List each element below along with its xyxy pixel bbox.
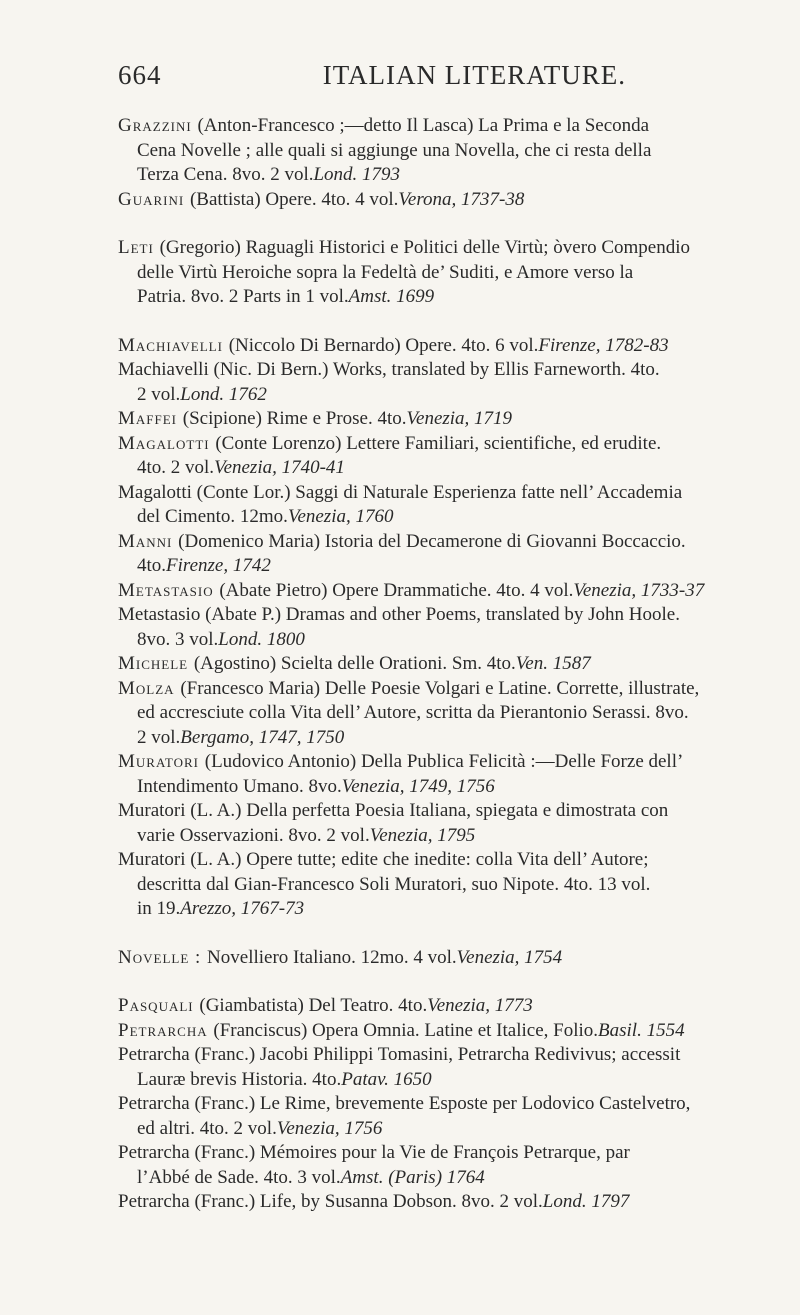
entry-text: Petrarcha (Franc.) Mémoires pour la Vie de François Petrarque, par — [118, 1142, 630, 1163]
entry-line — [118, 481, 686, 506]
imprint: Venezia, 1760 — [287, 506, 394, 527]
entry-text: del Cimento. 12mo. — [137, 506, 288, 527]
entry-line — [118, 1019, 686, 1044]
imprint: Amst. (Paris) 1764 — [340, 1166, 485, 1188]
entry-line — [118, 1117, 686, 1142]
author-name: Guarini — [118, 188, 190, 210]
entry-text: Petrarcha (Franc.) Le Rime, brevemente Esposte per Lodovico Castelvetro, — [118, 1093, 691, 1114]
imprint: Bergamo, 1747, 1750 — [180, 726, 345, 748]
entry-text: Pasquali (Giambatista) Del Teatro. 4to. — [118, 995, 428, 1016]
imprint: Ven. 1587 — [515, 653, 591, 674]
catalogue-entry — [118, 603, 686, 652]
imprint: Verona, 1737-38 — [398, 188, 525, 210]
entry-text: Cena Novelle ; alle quali si aggiunge una Novella, che ci resta della — [137, 139, 652, 161]
catalogue-entry — [118, 799, 686, 848]
entry-text: Petrarcha (Franc.) Life, by Susanna Dobson. 8vo. 2 vol. — [118, 1191, 543, 1212]
entry-text: Muratori (L. A.) Opere tutte; edite che inedite: colla Vita dell’ Autore; — [118, 849, 649, 870]
imprint: Venezia, 1733-37 — [573, 579, 705, 601]
entry-text: Machiavelli (Niccolo Di Bernardo) Opere. 4to. 6 vol. — [118, 334, 539, 356]
imprint: Basil. 1554 — [598, 1019, 685, 1041]
entry-line — [118, 505, 686, 530]
entry-line — [118, 285, 686, 310]
imprint: Venezia, 1773 — [427, 995, 533, 1016]
entry-line — [118, 775, 686, 800]
entry-text: Michele (Agostino) Scielta delle Orationi. Sm. 4to. — [118, 653, 516, 674]
entry-text: Patria. 8vo. 2 Parts in 1 vol. — [137, 286, 349, 307]
entry-text: Terza Cena. 8vo. 2 vol. — [137, 164, 314, 185]
author-name: Magalotti — [118, 432, 216, 454]
catalogue-entry — [118, 114, 686, 188]
section-gap — [118, 970, 686, 994]
entry-line — [118, 677, 700, 702]
entry-line — [118, 358, 686, 383]
entry-text: Molza (Francesco Maria) Delle Poesie Volgari e Latine. Corrette, illustrate, — [118, 677, 700, 699]
entry-text: Metastasio (Abate P.) Dramas and other Poems, translated by John Hoole. — [118, 604, 680, 625]
entry-line — [118, 1166, 686, 1191]
catalogue-entry — [118, 236, 690, 310]
catalogue-entry — [118, 1141, 686, 1190]
entry-text: 4to. — [137, 555, 167, 576]
entry-line — [118, 1068, 686, 1093]
imprint: Lond. 1762 — [180, 383, 267, 405]
section-gap — [118, 212, 686, 236]
entry-line — [118, 139, 686, 164]
entry-line — [118, 432, 686, 457]
entry-line — [118, 873, 686, 898]
catalogue-entry — [118, 530, 686, 579]
entry-text: Novelle : Novelliero Italiano. 12mo. 4 vol. — [118, 946, 457, 968]
entry-line — [118, 163, 686, 188]
entry-text: Grazzini (Anton-Francesco ;—detto Il Lasca) La Prima e la Seconda — [118, 115, 650, 136]
entry-text: descritta dal Gian-Francesco Soli Muratori, suo Nipote. 4to. 13 vol. — [137, 873, 651, 895]
page-header — [118, 60, 678, 91]
entry-text: ed altri. 4to. 2 vol. — [137, 1117, 277, 1139]
entry-text: Intendimento Umano. 8vo. — [137, 775, 342, 797]
catalogue-entry — [118, 1019, 686, 1044]
author-name: Maffei — [118, 408, 183, 429]
page-number: 664 — [118, 60, 162, 90]
catalogue-entry — [118, 1043, 686, 1092]
imprint: Firenze, 1782-83 — [538, 334, 669, 356]
entry-line — [118, 554, 686, 579]
entry-line — [118, 579, 705, 604]
entry-text: delle Virtù Heroiche sopra la Fedeltà de’ Suditi, e Amore verso la — [137, 261, 634, 283]
entry-text: Metastasio (Abate Pietro) Opere Drammatiche. 4to. 4 vol. — [118, 579, 574, 601]
entry-line — [118, 652, 686, 677]
imprint: Patav. 1650 — [341, 1068, 432, 1090]
entry-text: Lauræ brevis Historia. 4to. — [137, 1068, 342, 1090]
section-gap — [118, 922, 686, 946]
author-name: Molza — [118, 677, 181, 699]
entry-text: Petrarcha (Franc.) Jacobi Philippi Tomasini, Petrarcha Redivivus; accessit — [118, 1044, 681, 1065]
entry-text: Maffei (Scipione) Rime e Prose. 4to. — [118, 408, 407, 429]
entry-text: Petrarcha (Franciscus) Opera Omnia. Latine et Italice, Folio. — [118, 1019, 599, 1041]
entry-text: 8vo. 3 vol. — [137, 628, 219, 650]
imprint: Venezia, 1795 — [369, 824, 476, 846]
author-name: Grazzini — [118, 115, 198, 136]
catalogue-entry — [118, 677, 700, 751]
imprint: Firenze, 1742 — [166, 555, 271, 576]
imprint: Venezia, 1719 — [406, 408, 513, 429]
imprint: Venezia, 1754 — [456, 946, 563, 968]
entry-line — [118, 383, 686, 408]
entry-text: 2 vol. — [137, 726, 181, 748]
entry-line — [118, 334, 686, 359]
entry-line — [118, 824, 686, 849]
entry-line — [118, 1043, 686, 1068]
catalogue-entry — [118, 848, 686, 922]
entry-text: 2 vol. — [137, 383, 181, 405]
author-name: Petrarcha — [118, 1019, 214, 1041]
imprint: Lond. 1797 — [542, 1191, 630, 1212]
entry-line — [118, 188, 686, 213]
imprint: Arezzo, 1767-73 — [180, 898, 305, 919]
entry-line — [118, 114, 686, 139]
catalogue-entry — [118, 432, 686, 481]
entry-text: Guarini (Battista) Opere. 4to. 4 vol. — [118, 188, 399, 210]
entry-line — [118, 407, 686, 432]
entry-line — [118, 628, 686, 653]
entry-text: varie Osservazioni. 8vo. 2 vol. — [137, 824, 370, 846]
entry-text: Magalotti (Conte Lorenzo) Lettere Familiari, scientifiche, ed erudite. — [118, 432, 662, 454]
author-name: Novelle : — [118, 946, 208, 968]
entry-line — [118, 1092, 691, 1117]
catalogue-entry — [118, 358, 686, 407]
entry-text: ed accresciute colla Vita dell’ Autore, scritta da Pierantonio Serassi. 8vo. — [137, 702, 689, 723]
catalogue-entry — [118, 407, 686, 432]
entry-line — [118, 897, 686, 922]
imprint: Amst. 1699 — [348, 286, 435, 307]
entry-text: Muratori (Ludovico Antonio) Della Publica Felicità :—Delle Forze dell’ — [118, 751, 684, 772]
author-name: Muratori — [118, 751, 205, 772]
entry-text: Machiavelli (Nic. Di Bern.) Works, translated by Ellis Farneworth. 4to. — [118, 359, 660, 380]
catalogue-entry — [118, 652, 686, 677]
entry-line — [118, 530, 686, 555]
catalogue-entry — [118, 1092, 691, 1141]
entry-line — [118, 848, 686, 873]
entry-line — [118, 946, 686, 971]
catalogue-entry — [118, 481, 686, 530]
running-title: ITALIAN LITERATURE. — [322, 60, 626, 90]
entry-line — [118, 1190, 686, 1215]
section-gap — [118, 310, 686, 334]
entry-text: Manni (Domenico Maria) Istoria del Decamerone di Giovanni Boccaccio. — [118, 530, 686, 552]
entry-line — [118, 726, 686, 751]
catalogue-entry — [118, 188, 686, 213]
entry-text: l’Abbé de Sade. 4to. 3 vol. — [137, 1166, 341, 1188]
imprint: Venezia, 1756 — [276, 1117, 383, 1139]
entry-line — [118, 603, 686, 628]
entry-line — [118, 261, 686, 286]
entry-text: Muratori (L. A.) Della perfetta Poesia Italiana, spiegata e dimostrata con — [118, 800, 669, 821]
imprint: Venezia, 1749, 1756 — [341, 775, 495, 797]
imprint: Lond. 1793 — [313, 164, 401, 185]
entry-line — [118, 799, 686, 824]
entry-line — [118, 1141, 686, 1166]
author-name: Pasquali — [118, 995, 200, 1016]
catalogue-entry — [118, 1190, 686, 1215]
entry-text: Leti (Gregorio) Raguagli Historici e Politici delle Virtù; òvero Compendio — [118, 237, 690, 258]
entry-line — [118, 456, 686, 481]
entry-line — [118, 750, 686, 775]
entry-line — [118, 994, 686, 1019]
entry-text: Magalotti (Conte Lor.) Saggi di Naturale Esperienza fatte nell’ Accademia — [118, 481, 683, 503]
author-name: Leti — [118, 237, 160, 258]
author-name: Manni — [118, 530, 179, 552]
imprint: Venezia, 1740-41 — [214, 457, 345, 478]
catalogue-entries — [118, 114, 705, 1215]
catalogue-entry — [118, 750, 686, 799]
catalogue-entry — [118, 994, 686, 1019]
catalogue-entry — [118, 946, 686, 971]
entry-line — [118, 236, 690, 261]
author-name: Michele — [118, 653, 194, 674]
imprint: Lond. 1800 — [218, 628, 305, 650]
entry-text: 4to. 2 vol. — [137, 457, 215, 478]
author-name: Machiavelli — [118, 334, 229, 356]
author-name: Metastasio — [118, 579, 220, 601]
entry-line — [118, 701, 689, 726]
entry-text: in 19. — [137, 898, 181, 919]
catalogue-entry — [118, 579, 705, 604]
catalogue-entry — [118, 334, 686, 359]
